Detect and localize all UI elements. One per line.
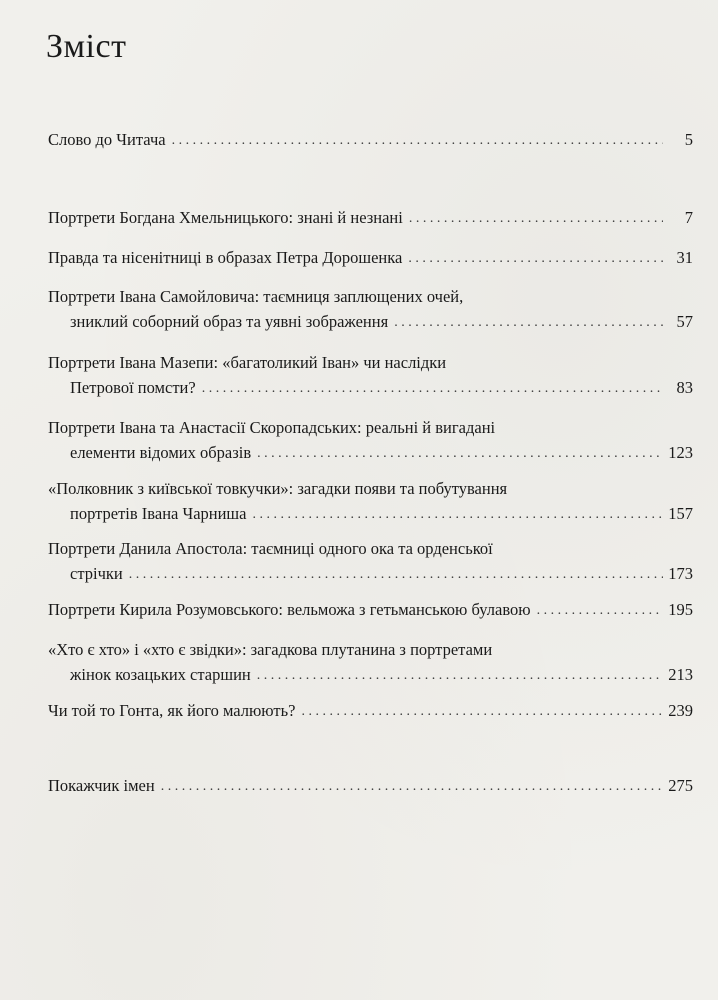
toc-page-number: 7 bbox=[684, 208, 693, 227]
toc-entry-title: Портрети Івана Мазепи: «багатоликий Іван» чи наслідки bbox=[48, 353, 447, 372]
dot-leader bbox=[252, 502, 663, 527]
toc-entry-title-continued: стрічки bbox=[70, 564, 123, 583]
toc-page-number: 195 bbox=[668, 600, 693, 619]
toc-page-number: 239 bbox=[668, 701, 693, 720]
toc-entry-title: Чи той то Гонта, як його малюють? bbox=[48, 701, 296, 720]
dot-leader bbox=[301, 699, 663, 724]
dot-leader bbox=[537, 598, 663, 623]
toc-page-number: 213 bbox=[668, 665, 693, 684]
toc-entry-title: Портрети Івана та Анастасії Скоропадських: реальні й вигадані bbox=[48, 418, 496, 437]
toc-page-number: 57 bbox=[676, 312, 693, 331]
toc-page-number: 275 bbox=[668, 776, 693, 795]
dot-leader bbox=[257, 441, 663, 466]
toc-entry bbox=[48, 284, 693, 336]
toc-entry bbox=[48, 773, 693, 800]
dot-leader bbox=[257, 663, 663, 688]
toc-entry-title: Покажчик імен bbox=[48, 776, 155, 795]
dot-leader bbox=[408, 246, 663, 271]
page-title: Зміст bbox=[46, 28, 127, 65]
dot-leader bbox=[409, 206, 663, 231]
toc-entry-title: «Полковник з київської товкучки»: загадки появи та побутування bbox=[48, 479, 508, 498]
toc-entry-title: Портрети Богдана Хмельницького: знані й незнані bbox=[48, 208, 403, 227]
toc-entry bbox=[48, 127, 693, 154]
toc-entry-title: Слово до Читача bbox=[48, 130, 166, 149]
dot-leader bbox=[129, 562, 663, 587]
toc-entry bbox=[48, 415, 693, 467]
dot-leader bbox=[394, 310, 663, 335]
toc-entry-title: «Хто є хто» і «хто є звідки»: загадкова плутанина з портретами bbox=[48, 640, 493, 659]
toc-entry-title: Правда та нісенітниці в образах Петра Дорошенка bbox=[48, 248, 403, 267]
toc-page-number: 173 bbox=[668, 564, 693, 583]
toc-entry-title: Портрети Данила Апостола: таємниці одного ока та орденської bbox=[48, 539, 493, 558]
toc-entry-title-continued: жінок козацьких старшин bbox=[70, 665, 251, 684]
toc-entry bbox=[48, 536, 693, 588]
toc-entry-title-continued: Петрової помсти? bbox=[70, 378, 196, 397]
toc-page-number: 83 bbox=[676, 378, 693, 397]
toc-entry-title-continued: портретів Івана Чарниша bbox=[70, 504, 247, 523]
toc-page-number: 157 bbox=[668, 504, 693, 523]
dot-leader bbox=[161, 774, 663, 799]
toc-entry bbox=[48, 597, 693, 624]
dot-leader bbox=[172, 128, 663, 153]
toc-entry bbox=[48, 637, 693, 689]
toc-entry bbox=[48, 476, 693, 528]
toc-entry-title: Портрети Івана Самойловича: таємниця заплющених очей, bbox=[48, 287, 464, 306]
dot-leader bbox=[202, 376, 663, 401]
toc-entry bbox=[48, 205, 693, 232]
toc-entry-title-continued: зниклий соборний образ та уявні зображення bbox=[70, 312, 389, 331]
toc-entry-title: Портрети Кирила Розумовського: вельможа з гетьманською булавою bbox=[48, 600, 531, 619]
toc-page-number: 31 bbox=[676, 248, 693, 267]
toc-entry bbox=[48, 698, 693, 725]
toc-entry bbox=[48, 245, 693, 272]
toc-page-number: 123 bbox=[668, 443, 693, 462]
toc-entry bbox=[48, 350, 693, 402]
toc-entry-title-continued: елементи відомих образів bbox=[70, 443, 252, 462]
toc-page-number: 5 bbox=[684, 130, 693, 149]
